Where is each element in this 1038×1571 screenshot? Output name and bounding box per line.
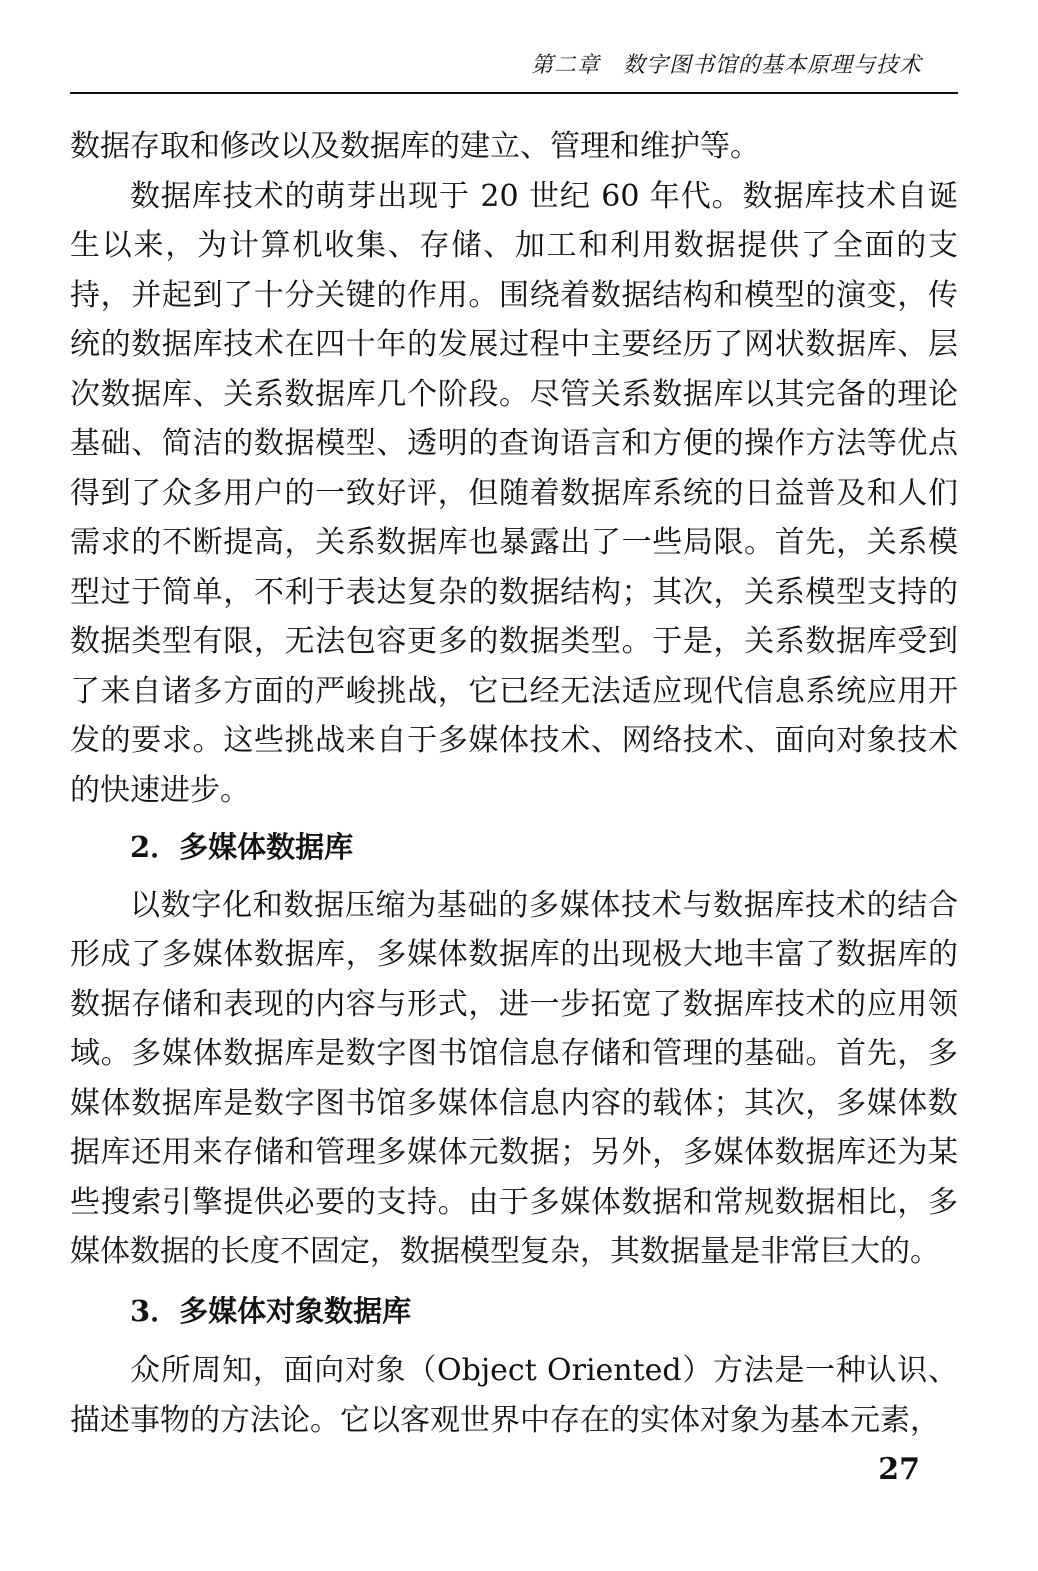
page-body <box>70 122 958 1445</box>
paragraph-multimedia-database: 以数字化和数据压缩为基础的多媒体技术与数据库技术的结合形成了多媒体数据库，多媒体数据库的出现极大地丰富了数据库的数据存储和表现的内容与形式，进一步拓宽了数据库技术的应用领域。多媒体数据库是数字图书馆信息存储和管理的基础。首先，多媒体数据库是数字图书馆多媒体信息内容的载体；其次，多媒体数据库还用来存储和管理多媒体元数据；另外，多媒体数据库还为某些搜索引擎提供必要的支持。由于多媒体数据和常规数据相比，多媒体数据的长度不固定，数据模型复杂，其数据量是非常巨大的。 <box>70 887 958 1269</box>
running-title: 第二章 数字图书馆的基本原理与技术 <box>530 53 922 78</box>
paragraph-continuation: 数据存取和修改以及数据库的建立、管理和维护等。 <box>70 129 760 164</box>
page-number: 27 <box>878 1452 920 1487</box>
paragraph-database-history: 数据库技术的萌芽出现于 20 世纪 60 年代。数据库技术自诞生以来，为计算机收集、存储、加工和利用数据提供了全面的支持，并起到了十分关键的作用。围绕着数据结构和模型的演变，传统的数据库技术在四十年的发展过程中主要经历了网状数据库、层次数据库、关系数据库几个阶段。尽管关系数据库以其完备的理论基础、简洁的数据模型、透明的查询语言和方便的操作方法等优点得到了众多用户的一致好评，但随着数据库系统的日益普及和人们需求的不断提高，关系数据库也暴露出了一些局限。首先，关系模型过于简单，不利于表达复杂的数据结构；其次，关系模型支持的数据类型有限，无法包容更多的数据类型。于是，关系数据库受到了来自诸多方面的严峻挑战，它已经无法适应现代信息系统应用开发的要求。这些挑战来自于多媒体技术、网络技术、面向对象技术的快速进步。 <box>70 178 958 808</box>
running-header <box>70 40 958 94</box>
section-heading-multimedia-object-database: 3．多媒体对象数据库 <box>130 1293 412 1328</box>
paragraph-object-oriented: 众所周知，面向对象（Object Oriented）方法是一种认识、描述事物的方法论。它以客观世界中存在的实体对象为基本元素， <box>70 1353 958 1438</box>
section-heading-multimedia-database: 2．多媒体数据库 <box>130 830 354 864</box>
